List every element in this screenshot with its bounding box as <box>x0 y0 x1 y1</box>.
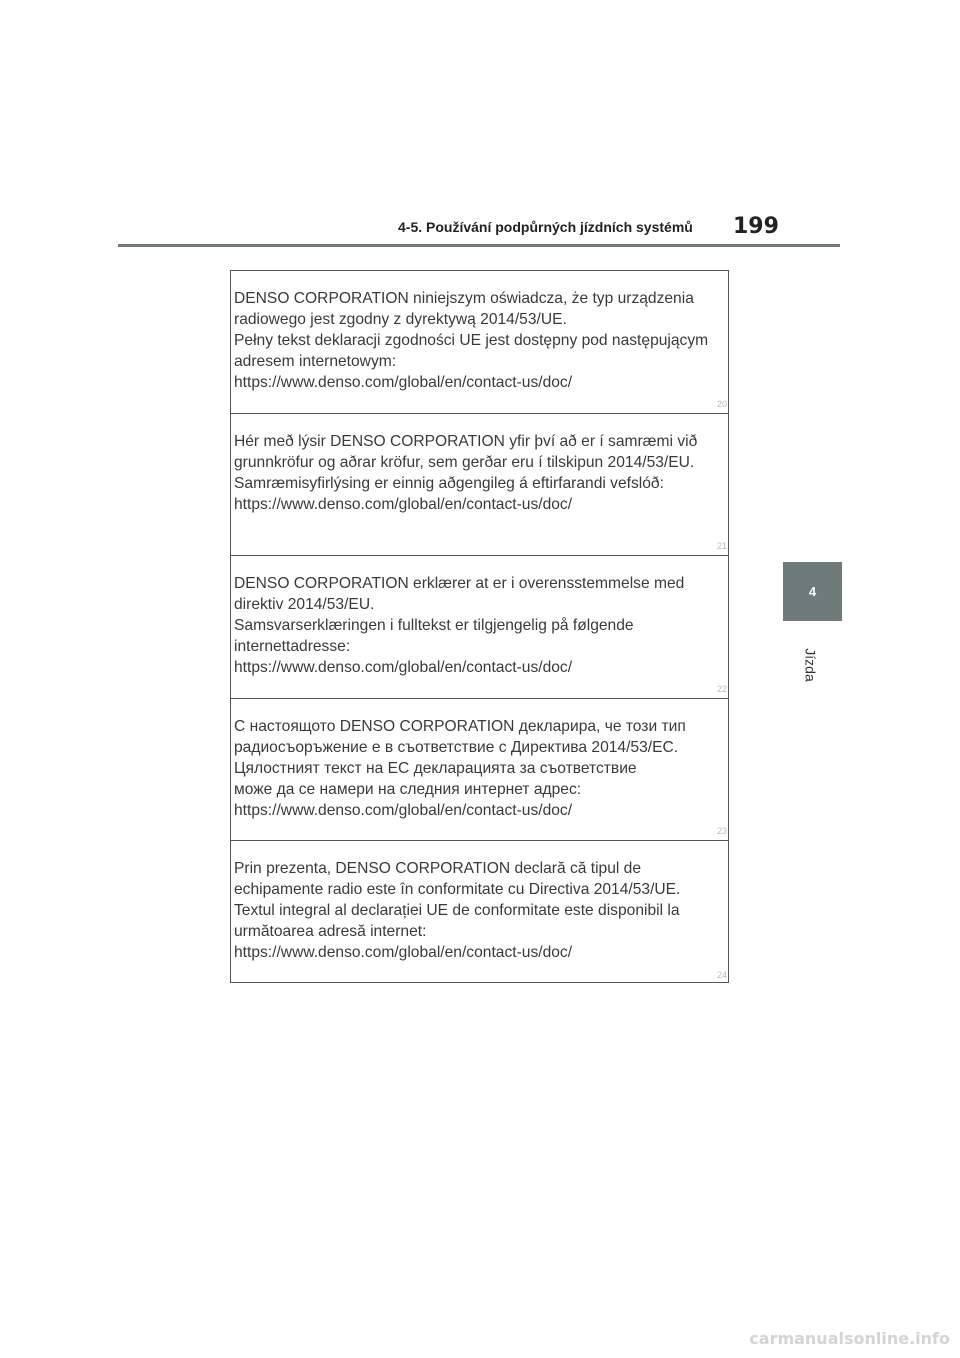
footer-watermark: carmanualsonline.info <box>749 1329 950 1348</box>
declaration-text: DENSO CORPORATION erklærer at er i overensstemmelse med direktiv 2014/53/EU. Samsvarserklæringen i fulltekst er tilgjengelig på følgende internettadresse: https://www.denso.com/global/en/contact-us/doc/ <box>234 575 685 677</box>
declaration-text: С настоящото DENSO CORPORATION декларира, че този тип радиосъоръжение е в съответствие с Директива 2014/53/ЕС. Цялостният текст на ЕС декларацията за съответствие може да се намери на следния интернет адрес: https://www.denso.com/global/en/contact-us/doc/ <box>234 717 686 819</box>
declaration-ref: 21 <box>716 541 727 552</box>
declaration-ref: 24 <box>716 969 727 980</box>
declaration-text: Prin prezenta, DENSO CORPORATION declară că tipul de echipamente radio este în conformitate cu Directiva 2014/53/UE. Textul integral al declarației UE de conformitate este disponibil la următoarea adresă internet: https://www.denso.com/global/en/contact-us/doc/ <box>234 860 681 962</box>
declaration-cell-icelandic <box>231 414 728 557</box>
declaration-cell-romanian <box>231 841 728 984</box>
declaration-ref: 23 <box>716 826 727 837</box>
chapter-tab[interactable] <box>783 562 842 621</box>
declaration-ref: 20 <box>716 398 727 409</box>
chapter-number: 4 <box>808 584 817 599</box>
declaration-cell-norwegian <box>231 556 728 699</box>
section-title: 4-5. Používání podpůrných jízdních systémů <box>398 219 693 235</box>
declaration-text: Hér með lýsir DENSO CORPORATION yfir því að er í samræmi við grunnkröfur og aðrar kröfur, sem gerðar eru í tilskipun 2014/53/EU. Samræmisyfirlýsing er einnig aðgengileg á eftirfarandi vefslóð: https://www.denso.com/global/en/contact-us/doc/ <box>234 432 698 513</box>
declaration-cell-polish <box>231 271 728 414</box>
declaration-text: DENSO CORPORATION niniejszym oświadcza, że typ urządzenia radiowego jest zgodny z dyrektywą 2014/53/UE. Pełny tekst deklaracji zgodności UE jest dostępny pod następującym adresem internetowym: https://www.denso.com/global/en/contact-us/doc/ <box>234 290 709 391</box>
chapter-label <box>796 650 826 680</box>
declaration-ref: 22 <box>716 683 727 694</box>
chapter-name: Jízda <box>803 648 819 682</box>
declaration-table <box>230 270 729 983</box>
page-number: 199 <box>733 214 779 239</box>
declaration-cell-bulgarian <box>231 699 728 842</box>
header-rule <box>118 244 840 247</box>
